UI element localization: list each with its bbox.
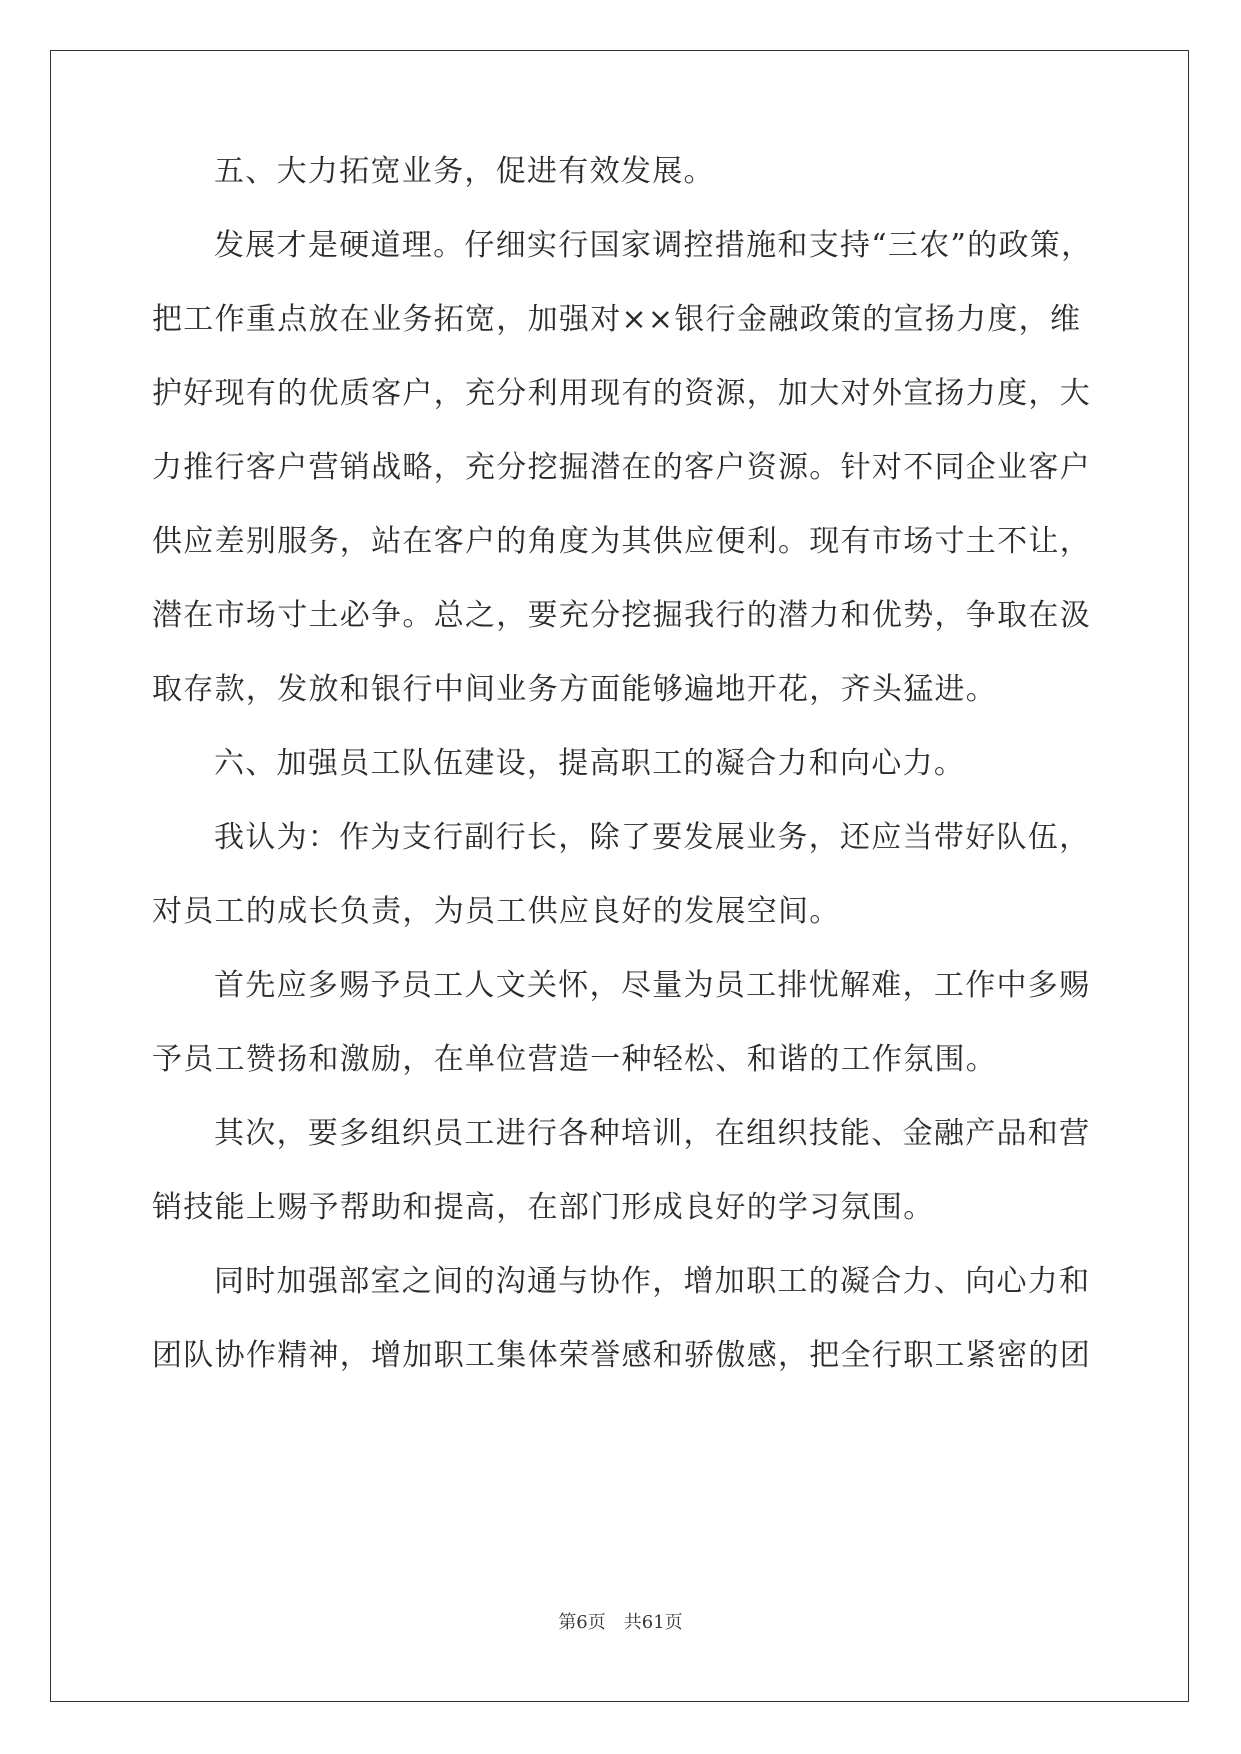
text-line: 五、大力拓宽业务，促进有效发展。 <box>214 154 715 189</box>
paragraph <box>152 1245 1092 1393</box>
text-line: 潜在市场寸土必争。总之，要充分挖掘我行的潜力和优势，争取在汲 <box>152 598 1091 633</box>
text-line: 护好现有的优质客户，充分利用现有的资源，加大对外宣扬力度，大 <box>152 376 1091 411</box>
text-line: 把工作重点放在业务拓宽，加强对××银行金融政策的宣扬力度，维 <box>152 302 1082 337</box>
paragraph <box>152 1097 1092 1245</box>
text-line: 供应差别服务，站在客户的角度为其供应便利。现有市场寸土不让， <box>152 524 1091 559</box>
text-line: 首先应多赐予员工人文关怀，尽量为员工排忧解难，工作中多赐 <box>214 968 1091 1003</box>
document-body <box>152 0 1092 1393</box>
page-number: 第6页 <box>558 1612 606 1633</box>
text-line: 予员工赞扬和激励，在单位营造一种轻松、和谐的工作氛围。 <box>152 1042 998 1077</box>
page-footer <box>0 1608 1241 1634</box>
paragraph <box>152 801 1092 949</box>
paragraph <box>152 135 1092 209</box>
text-line: 发展才是硬道理。仔细实行国家调控措施和支持“三农”的政策， <box>214 228 1093 263</box>
text-line: 力推行客户营销战略，充分挖掘潜在的客户资源。针对不同企业客户 <box>152 450 1091 485</box>
paragraph <box>152 727 1092 801</box>
text-line: 我认为：作为支行副行长，除了要发展业务，还应当带好队伍， <box>214 820 1091 855</box>
page-total: 共61页 <box>623 1612 683 1633</box>
text-line: 对员工的成长负责，为员工供应良好的发展空间。 <box>152 894 841 929</box>
paragraph <box>152 209 1092 727</box>
text-line: 同时加强部室之间的沟通与协作，增加职工的凝合力、向心力和 <box>214 1264 1091 1299</box>
text-line: 六、加强员工队伍建设，提高职工的凝合力和向心力。 <box>214 746 966 781</box>
text-line: 其次，要多组织员工进行各种培训，在组织技能、金融产品和营 <box>214 1116 1091 1151</box>
text-line: 团队协作精神，增加职工集体荣誉感和骄傲感，把全行职工紧密的团 <box>152 1338 1091 1373</box>
text-line: 销技能上赐予帮助和提高，在部门形成良好的学习氛围。 <box>152 1190 935 1225</box>
text-line: 取存款，发放和银行中间业务方面能够遍地开花，齐头猛进。 <box>152 672 998 707</box>
paragraph <box>152 949 1092 1097</box>
